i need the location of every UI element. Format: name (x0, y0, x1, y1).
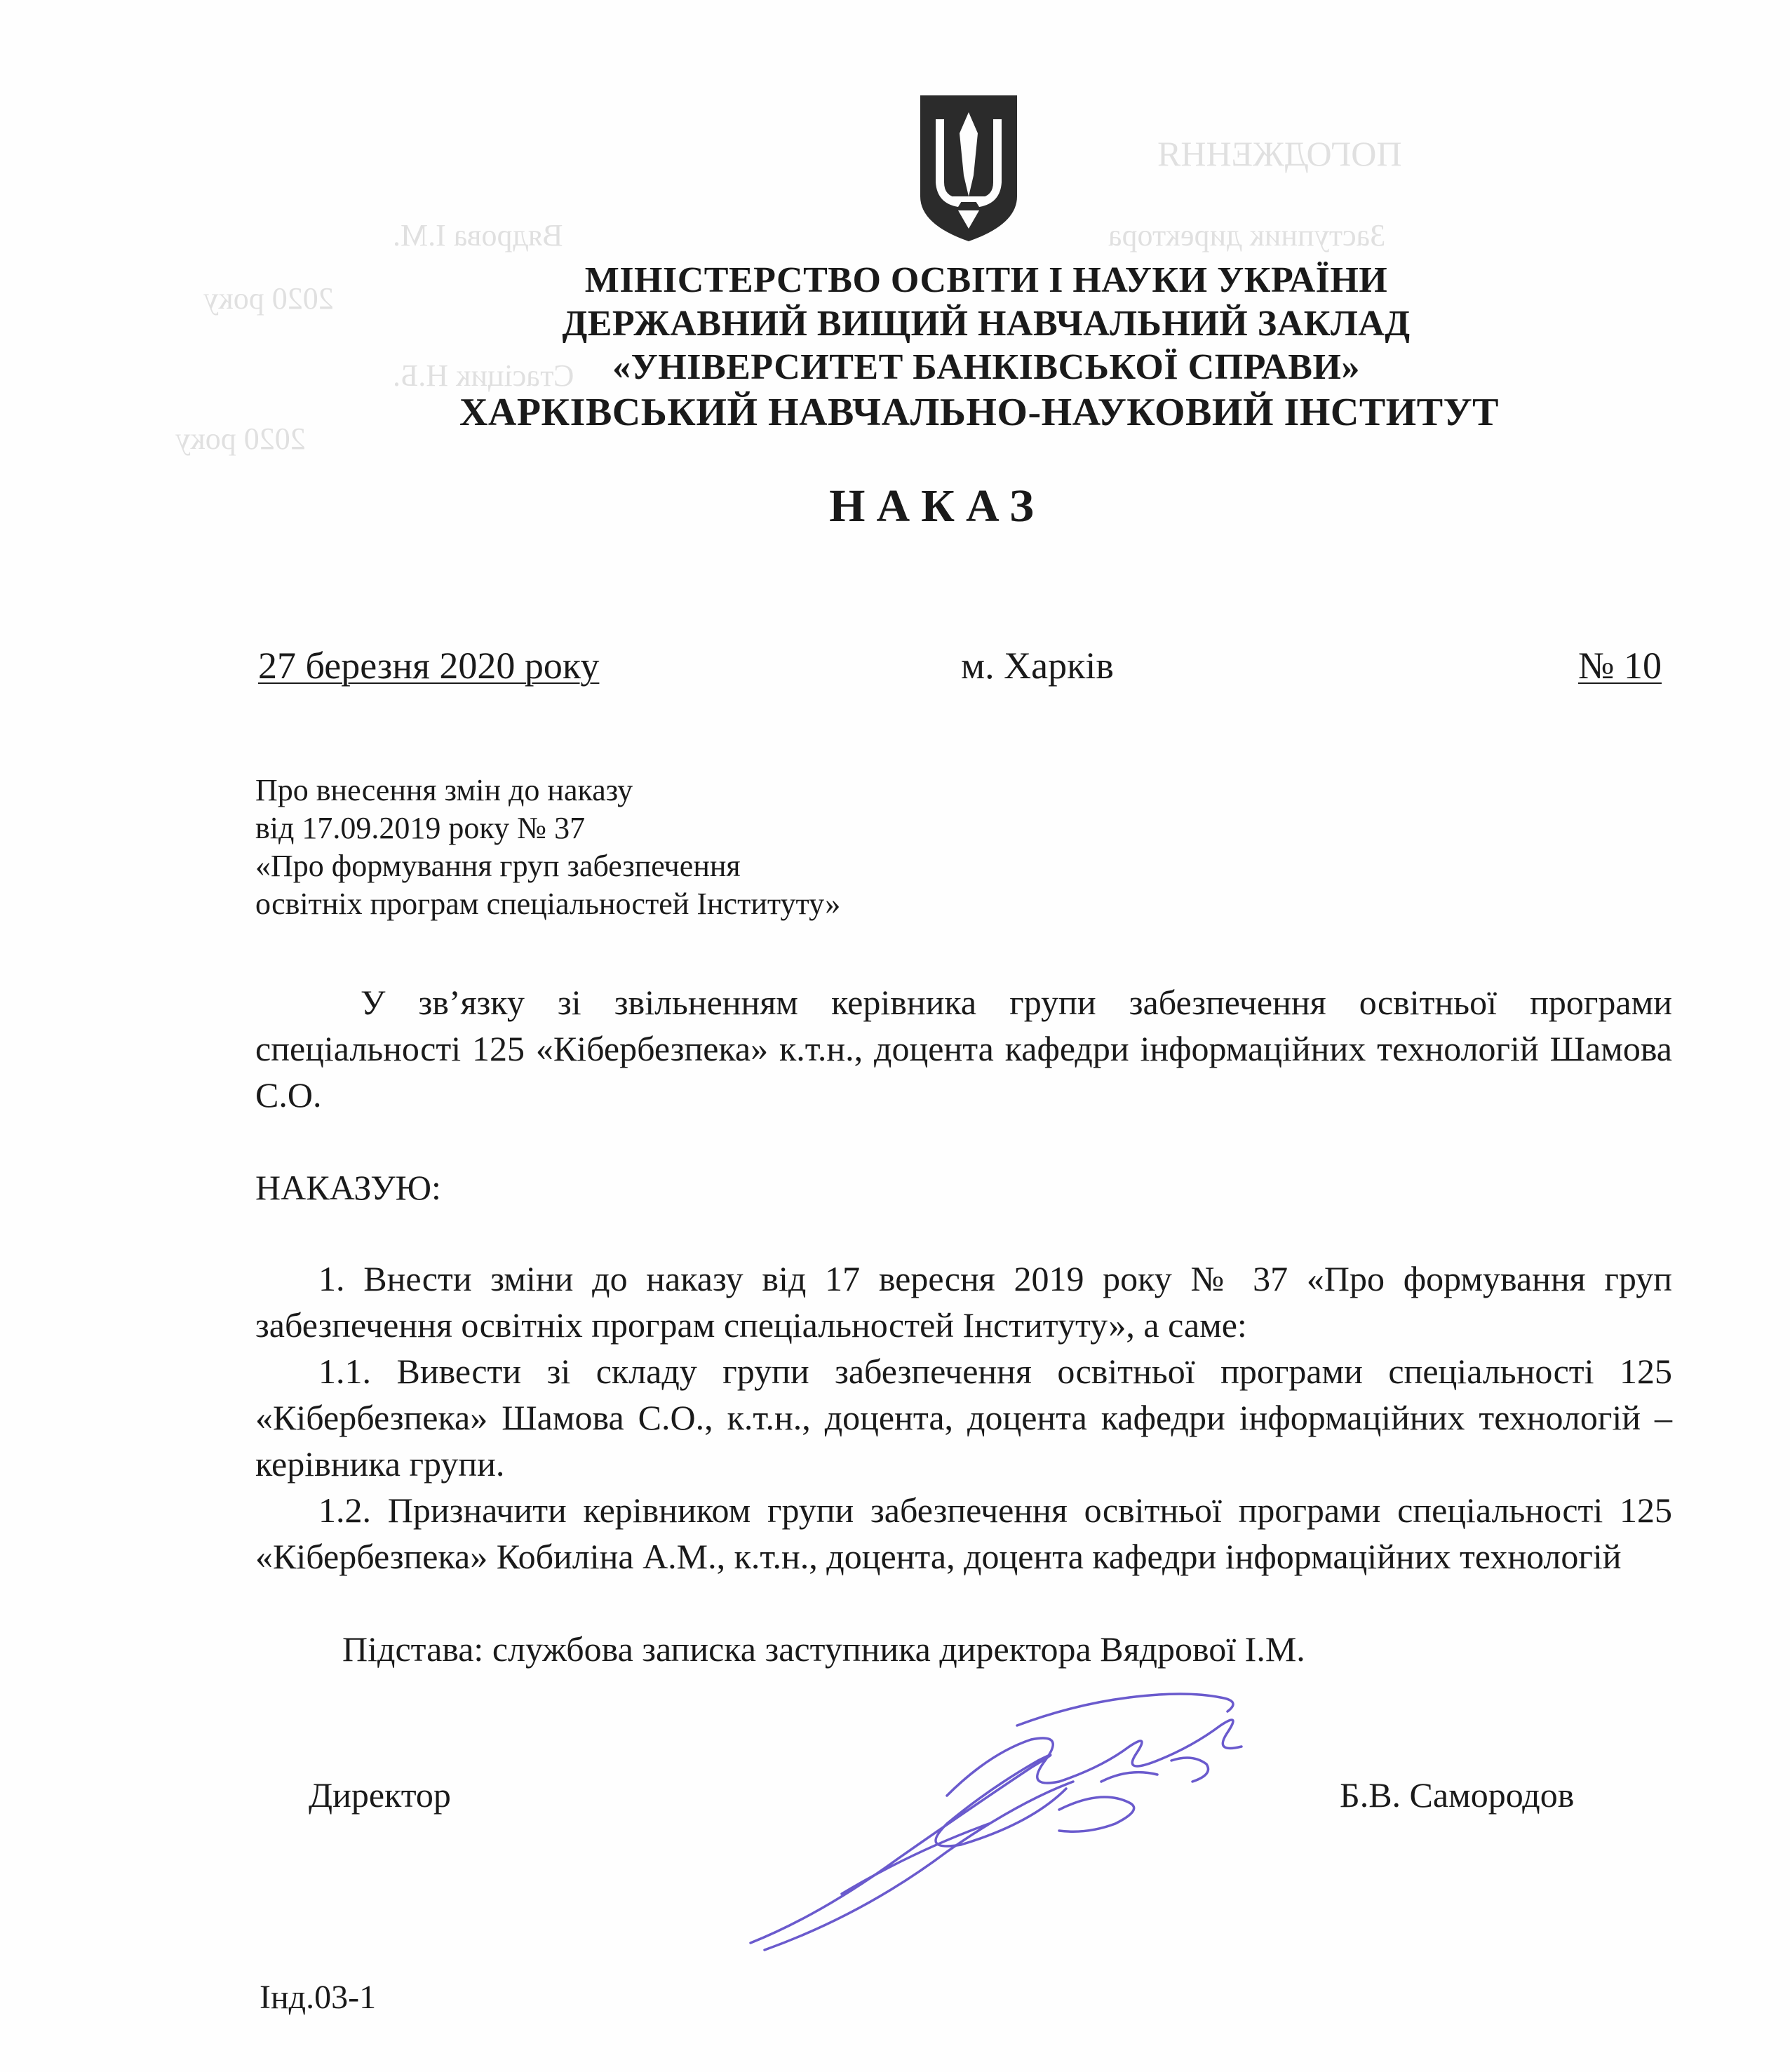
order-city: м. Харків (961, 645, 1114, 687)
ministry-name: МІНІСТЕРСТВО ОСВІТИ І НАУКИ УКРАЇНИ (584, 260, 1388, 300)
university-name: «УНІВЕРСИТЕТ БАНКІВСЬКОЇ СПРАВИ» (612, 347, 1360, 387)
order-subject (255, 772, 840, 923)
document-title: НАКАЗ (829, 480, 1045, 532)
reverse-side-bleed: ПОГОДЖЕННЯ (1157, 134, 1402, 173)
institute-name: ХАРКІВСЬКИЙ НАВЧАЛЬНО-НАУКОВИЙ ІНСТИТУТ (459, 391, 1500, 434)
order-word: НАКАЗУЮ: (255, 1168, 441, 1207)
order-item-1-2: 1.2. Призначити керівником групи забезпечення освітньої програми спеціальності 125 «Кібербезпека» Кобиліна А.М., к.т.н., доцента, доцента кафедри інформаційних технологій (255, 1491, 1672, 1576)
order-number: № 10 (1578, 645, 1662, 687)
institution-type: ДЕРЖАВНИЙ ВИЩИЙ НАВЧАЛЬНИЙ ЗАКЛАД (562, 304, 1411, 344)
intro-paragraph: У зв’язку зі звільненням керівника групи забезпечення освітньої програми спеціальності 125 «Кібербезпека» к.т.н., доцента кафедри інформаційних технологій Шамова С.О. (255, 983, 1672, 1115)
subject-line: від 17.09.2019 року № 37 (255, 811, 586, 845)
trident-emblem-icon (916, 91, 1021, 245)
subject-line: освітніх програм спеціальностей Інституту» (255, 887, 841, 921)
signatory-name: Б.В. Самородов (1340, 1775, 1575, 1815)
basis-line: Підстава: службова записка заступника директора Вядрової І.М. (342, 1629, 1305, 1669)
reverse-side-bleed: Заступник директора (1108, 218, 1386, 253)
order-item-1: 1. Внести зміни до наказу від 17 вересня 2019 року № 37 «Про формування груп забезпечення освітніх програм спеціальностей Інституту», а саме: (255, 1259, 1672, 1345)
document-index: Інд.03-1 (260, 1979, 377, 2016)
reverse-side-bleed: Стасіцик Н.Б. (393, 358, 574, 393)
handwritten-signature (736, 1683, 1284, 1964)
order-item-1-1: 1.1. Вивести зі складу групи забезпечення освітньої програми спеціальності 125 «Кібербезпека» Шамова С.О., к.т.н., доцента, доцента кафедри інформаційних технологій – керівника групи. (255, 1352, 1672, 1484)
reverse-side-bleed: 2020 року (203, 281, 334, 316)
reverse-side-bleed: Вядрова І.М. (393, 218, 563, 253)
subject-line: «Про формування груп забезпечення (255, 849, 741, 883)
subject-line: Про внесення змін до наказу (255, 773, 633, 807)
order-date: 27 березня 2020 року (258, 645, 600, 687)
reverse-side-bleed: 2020 року (175, 422, 306, 456)
signatory-position: Директор (309, 1775, 451, 1815)
